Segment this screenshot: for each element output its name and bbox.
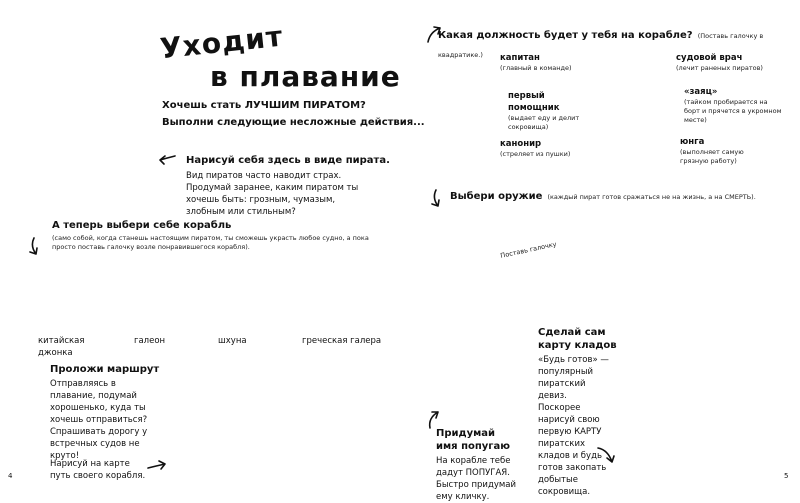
ship-option-schooner[interactable]: шхуна [218, 336, 247, 346]
title-line-2: в плавание [210, 60, 401, 93]
position-name: судовой врач [676, 53, 743, 63]
tick-note: Поставь галочку [499, 240, 558, 260]
weapon-heading: Выбери оружие [450, 191, 543, 202]
position-desc: (стреляет из пушки) [500, 150, 571, 158]
position-option-captain[interactable] [500, 52, 600, 73]
draw-pirate-text: Вид пиратов часто наводит страх. Продумай заранее, каким пиратом ты хочешь быть: грозным, чумазым, злобным или стильным? [186, 171, 359, 217]
position-note: (Поставь галочку в квадратике.) [438, 32, 764, 59]
position-option-first-mate[interactable] [508, 90, 598, 132]
position-option-doctor[interactable] [676, 52, 781, 73]
position-question: Какая должность будет у тебя на корабле? [438, 30, 693, 41]
parrot-heading-2: имя попугаю [436, 441, 510, 452]
map-text: «Будь готов» — популярный пиратский девиз. Поскорее нарисуй свою первую КАРТУ пиратских кладов и будь готов закопать добытые сокровища. [538, 355, 609, 497]
intro-line-1: Хочешь стать ЛУЧШИМ ПИРАТОМ? [162, 100, 366, 111]
position-name: капитан [500, 53, 540, 63]
parrot-text: На корабле тебе дадут ПОПУГАЯ. Быстро придумай ему кличку. [436, 456, 516, 502]
ship-text: (само собой, когда станешь настоящим пиратом, ты сможешь украсть любое судно, а пока просто поставь галочку возле понравившегося корабля). [52, 234, 369, 251]
ship-option-galleon[interactable]: галеон [134, 336, 166, 346]
ship-heading: А теперь выбери себе корабль [52, 220, 232, 231]
arrow-icon [155, 146, 177, 168]
arrow-icon [26, 236, 48, 258]
position-name: «заяц» [684, 87, 718, 97]
route-heading: Проложи маршрут [50, 364, 160, 375]
draw-pirate-heading: Нарисуй себя здесь в виде пирата. [186, 155, 390, 166]
arrow-icon [430, 188, 452, 210]
position-option-gunner[interactable] [500, 138, 600, 159]
position-option-cabin-boy[interactable] [680, 136, 770, 166]
page-number-left: 4 [8, 472, 13, 480]
parrot-heading-1: Придумай [436, 428, 496, 439]
map-heading: Сделай сам карту кладов [538, 327, 617, 351]
route-text: Отправляясь в плавание, подумай хорошенько, куда ты хочешь отправиться? Спрашивать дорогу у встречных судов не круто! [50, 379, 148, 461]
position-desc: (тайком пробирается на борт и прячется в укромном месте) [684, 98, 782, 124]
arrow-icon [596, 444, 618, 466]
position-desc: (выдает еду и делит сокровища) [508, 114, 580, 131]
position-desc: (выполняет самую грязную работу) [680, 148, 744, 165]
intro-line-2: Выполни следующие несложные действия... [162, 117, 425, 128]
title-line-1: Уходит [158, 19, 285, 66]
position-name: первый помощник [508, 91, 560, 113]
position-name: канонир [500, 139, 542, 149]
position-desc: (главный в команде) [500, 64, 572, 72]
ship-option-junk[interactable]: китайская джонка [38, 336, 85, 358]
route-draw-text: Нарисуй на карте путь своего корабля. [50, 459, 146, 481]
weapon-text: (каждый пират готов сражаться не на жизнь, а на СМЕРТЬ). [547, 193, 756, 201]
position-name: юнга [680, 137, 705, 147]
arrow-icon [424, 408, 446, 430]
arrow-icon [146, 456, 168, 478]
position-option-stowaway[interactable] [684, 86, 784, 125]
page-number-right: 5 [784, 472, 789, 480]
position-desc: (лечит раненых пиратов) [676, 64, 763, 72]
ship-option-galley[interactable]: греческая галера [302, 336, 382, 346]
